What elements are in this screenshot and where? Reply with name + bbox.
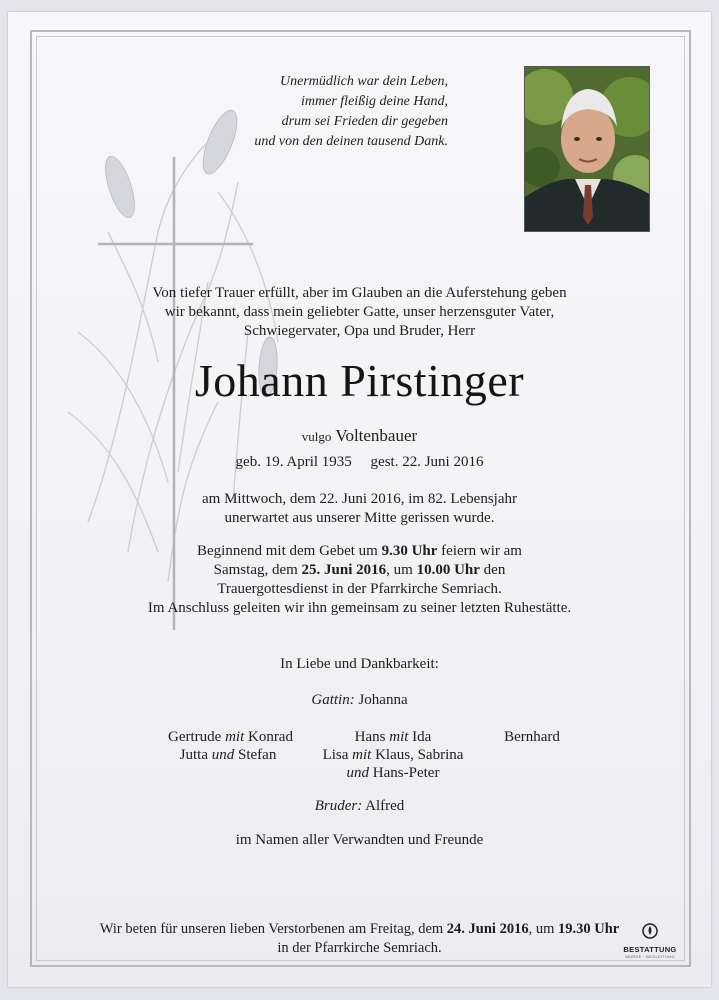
vulgo-name [8, 426, 711, 446]
brother [8, 798, 711, 815]
text: Konrad [244, 729, 293, 745]
intro-text [8, 284, 711, 341]
text: mit [352, 747, 372, 763]
vulgo-value: Voltenbauer [335, 426, 418, 445]
relatives-text: im Namen aller Verwandten und Freunde [235, 832, 484, 848]
intro-line: Von tiefer Trauer erfüllt, aber im Glauben an die Auferstehung geben [152, 285, 567, 301]
logo-tagline: WÜRDE · BEGLEITUNG [625, 954, 675, 959]
verse-line: drum sei Frieden dir gegeben [281, 114, 448, 129]
text: Klaus, Sabrina [371, 747, 464, 763]
obituary-card [8, 12, 711, 987]
life-dates [8, 454, 711, 471]
text: Hans-Peter [369, 765, 440, 781]
funeral-home-logo [620, 922, 680, 959]
intro-line: Schwiegervater, Opa und Bruder, Herr [243, 323, 476, 339]
prayer-time: 19.30 Uhr [558, 921, 620, 937]
text: und [346, 765, 370, 781]
text: , um [528, 921, 558, 937]
text: Wir beten für unseren lieben Verstorbenen am Freitag, dem [99, 921, 447, 937]
family-row [168, 746, 288, 764]
death-notice [8, 490, 711, 528]
verse-line: immer fleißig deine Hand, [301, 94, 448, 109]
death-line: am Mittwoch, dem 22. Juni 2016, im 82. Lebensjahr [202, 491, 517, 507]
family-row: Bernhard [504, 729, 560, 745]
text: mit [225, 729, 245, 745]
vulgo-prefix: vulgo [301, 429, 332, 444]
intro-line: wir bekannt, dass mein geliebter Gatte, unser herzensguter Vater, [164, 304, 555, 320]
ceremony-line: Trauergottesdienst in der Pfarrkirche Semriach. [217, 581, 502, 597]
text: Stefan [234, 747, 277, 763]
verse-line: Unermüdlich war dein Leben, [280, 74, 448, 89]
prayer-time: 9.30 Uhr [381, 543, 438, 559]
prayer-notice [8, 920, 711, 958]
text: den [479, 562, 506, 578]
ceremony-line [8, 542, 711, 561]
text: mit [389, 729, 409, 745]
logo-name: BESTATTUNG [623, 945, 677, 954]
family-row [308, 764, 478, 782]
text: und [211, 747, 235, 763]
widow-label: Gattin: [311, 692, 355, 708]
birth-date: geb. 19. April 1935 [235, 454, 352, 470]
text: feiern wir am [437, 543, 522, 559]
family-column-2 [308, 728, 478, 782]
family-row [308, 728, 478, 746]
portrait-photo [524, 66, 650, 232]
text: , um [386, 562, 417, 578]
text: Beginnend mit dem Gebet um [197, 543, 382, 559]
text: Gertrude [168, 729, 226, 745]
text: Ida [408, 729, 432, 745]
text: Lisa [322, 747, 353, 763]
prayer-line: in der Pfarrkirche Semriach. [277, 940, 442, 956]
widow [8, 692, 711, 709]
verse-line: und von den deinen tausend Dank. [254, 134, 448, 149]
brother-label: Bruder: [314, 798, 363, 814]
text: Samstag, dem [213, 562, 302, 578]
deceased-name: Johann Pirstinger [194, 355, 525, 406]
ceremony-line [8, 561, 711, 580]
widow-name: Johanna [358, 692, 408, 708]
death-date: gest. 22. Juni 2016 [370, 454, 484, 470]
funeral-date: 25. Juni 2016 [301, 562, 387, 578]
mourners-intro: In Liebe und Dankbarkeit: [280, 656, 439, 672]
family-column-1 [168, 728, 293, 764]
family-column-3 [492, 728, 572, 746]
flame-icon [642, 922, 658, 940]
verse-poem [188, 72, 448, 152]
funeral-time: 10.00 Uhr [416, 562, 480, 578]
death-line: unerwartet aus unserer Mitte gerissen wurde. [224, 510, 495, 526]
family-row [168, 728, 293, 746]
ceremony-info [8, 542, 711, 599]
burial-text: Im Anschluss geleiten wir ihn gemeinsam zu seiner letzten Ruhestätte. [147, 600, 572, 616]
family-row [308, 746, 478, 764]
prayer-date: 24. Juni 2016 [446, 921, 529, 937]
prayer-line [8, 920, 711, 939]
brother-name: Alfred [365, 798, 405, 814]
text: Hans [354, 729, 390, 745]
text: Jutta [179, 747, 212, 763]
